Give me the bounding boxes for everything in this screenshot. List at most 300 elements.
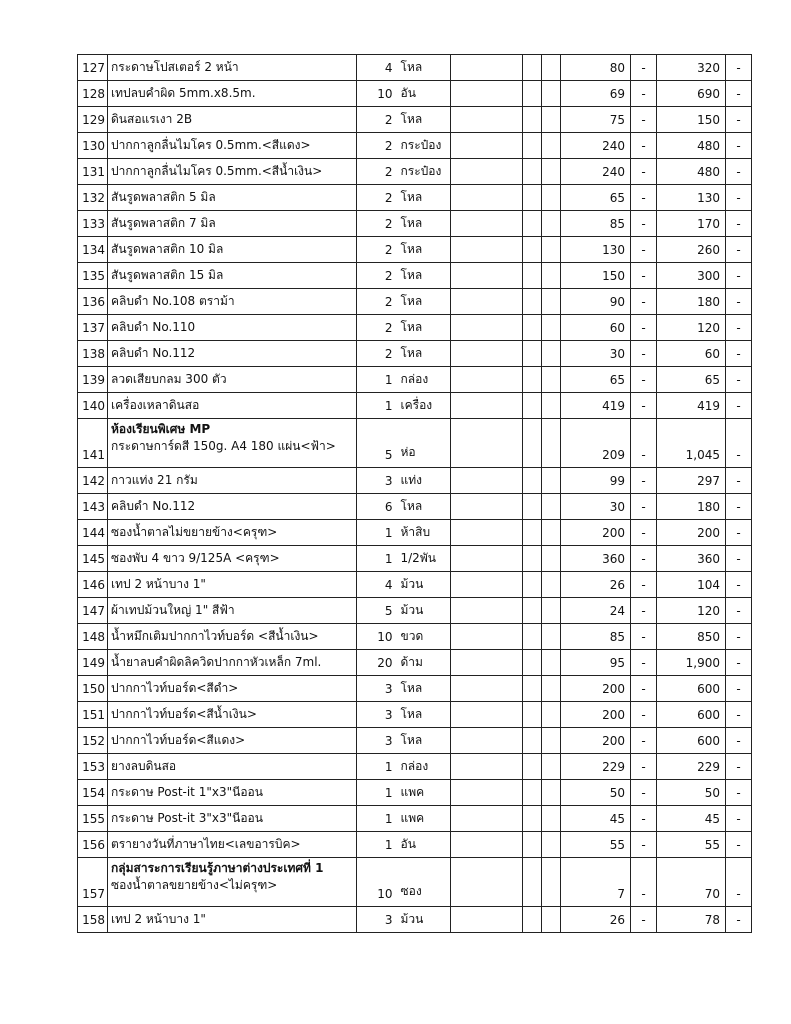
blank-cell — [523, 494, 542, 520]
quantity-cell: 1 — [357, 832, 397, 858]
description-cell: คลิบดำ No.112 — [108, 341, 357, 367]
quantity-cell: 10 — [357, 858, 397, 907]
total-cell: 1,045 — [657, 419, 726, 468]
total-satang-cell: - — [726, 832, 752, 858]
quantity-cell: 3 — [357, 907, 397, 933]
table-row — [78, 263, 752, 289]
total-satang-cell: - — [726, 546, 752, 572]
total-cell: 297 — [657, 468, 726, 494]
description-cell: ปากกาลูกลื่นไมโคร 0.5mm.<สีน้ำเงิน> — [108, 159, 357, 185]
table-row — [78, 107, 752, 133]
blank-cell — [542, 780, 561, 806]
total-cell: 60 — [657, 341, 726, 367]
total-cell: 55 — [657, 832, 726, 858]
blank-cell — [542, 650, 561, 676]
total-cell: 200 — [657, 520, 726, 546]
table-row — [78, 624, 752, 650]
blank-cell — [542, 367, 561, 393]
table-row — [78, 754, 752, 780]
quantity-cell: 10 — [357, 624, 397, 650]
quantity-cell: 2 — [357, 237, 397, 263]
blank-cell — [523, 858, 542, 907]
quantity-cell: 1 — [357, 546, 397, 572]
blank-cell — [451, 468, 523, 494]
blank-cell — [523, 315, 542, 341]
unit-cell: โหล — [397, 728, 451, 754]
unit-cell: ขวด — [397, 624, 451, 650]
unit-price-cell: 229 — [561, 754, 631, 780]
table-row — [78, 185, 752, 211]
blank-cell — [451, 185, 523, 211]
table-row — [78, 468, 752, 494]
unit-price-satang-cell: - — [631, 185, 657, 211]
total-cell: 104 — [657, 572, 726, 598]
blank-cell — [523, 393, 542, 419]
total-cell: 150 — [657, 107, 726, 133]
blank-cell — [542, 133, 561, 159]
description-cell: ตรายางวันที่ภาษาไทย<เลขอารบิค> — [108, 832, 357, 858]
blank-cell — [523, 806, 542, 832]
blank-cell — [451, 159, 523, 185]
blank-cell — [542, 728, 561, 754]
description-cell: เทปลบคำผิด 5mm.x8.5m. — [108, 81, 357, 107]
total-cell: 170 — [657, 211, 726, 237]
total-satang-cell: - — [726, 289, 752, 315]
quantity-cell: 5 — [357, 598, 397, 624]
section-heading: ห้องเรียนพิเศษ MP — [111, 422, 211, 436]
item-number-cell: 156 — [78, 832, 108, 858]
table-row — [78, 367, 752, 393]
blank-cell — [451, 624, 523, 650]
description-cell: เครื่องเหลาดินสอ — [108, 393, 357, 419]
description-cell — [108, 419, 357, 468]
blank-cell — [523, 419, 542, 468]
unit-cell: โหล — [397, 237, 451, 263]
blank-cell — [523, 185, 542, 211]
table-row — [78, 341, 752, 367]
description-cell — [108, 858, 357, 907]
total-satang-cell: - — [726, 676, 752, 702]
unit-price-satang-cell: - — [631, 907, 657, 933]
table-row — [78, 419, 752, 468]
description-cell: ลวดเสียบกลม 300 ตัว — [108, 367, 357, 393]
blank-cell — [542, 494, 561, 520]
item-number-cell: 158 — [78, 907, 108, 933]
quantity-cell: 5 — [357, 419, 397, 468]
total-cell: 180 — [657, 494, 726, 520]
quantity-cell: 2 — [357, 211, 397, 237]
unit-cell: อัน — [397, 81, 451, 107]
description-cell: ปากกาลูกลื่นไมโคร 0.5mm.<สีแดง> — [108, 133, 357, 159]
description-cell: ปากกาไวท์บอร์ด<สีแดง> — [108, 728, 357, 754]
blank-cell — [542, 832, 561, 858]
total-satang-cell: - — [726, 907, 752, 933]
unit-cell: แพค — [397, 806, 451, 832]
unit-cell: อัน — [397, 832, 451, 858]
blank-cell — [523, 133, 542, 159]
description-cell: กระดาษ Post-it 1"x3"นีออน — [108, 780, 357, 806]
description-cell: คลิบดำ No.112 — [108, 494, 357, 520]
blank-cell — [523, 81, 542, 107]
total-satang-cell: - — [726, 367, 752, 393]
quantity-cell: 1 — [357, 754, 397, 780]
blank-cell — [451, 676, 523, 702]
unit-price-cell: 7 — [561, 858, 631, 907]
blank-cell — [523, 211, 542, 237]
blank-cell — [451, 315, 523, 341]
item-number-cell: 150 — [78, 676, 108, 702]
item-number-cell: 138 — [78, 341, 108, 367]
unit-price-cell: 30 — [561, 494, 631, 520]
quantity-cell: 10 — [357, 81, 397, 107]
unit-price-satang-cell: - — [631, 107, 657, 133]
unit-price-satang-cell: - — [631, 341, 657, 367]
total-satang-cell: - — [726, 159, 752, 185]
total-satang-cell: - — [726, 81, 752, 107]
quantity-cell: 3 — [357, 702, 397, 728]
unit-price-cell: 99 — [561, 468, 631, 494]
blank-cell — [542, 702, 561, 728]
unit-price-satang-cell: - — [631, 81, 657, 107]
table-row — [78, 81, 752, 107]
total-cell: 600 — [657, 676, 726, 702]
total-cell: 45 — [657, 806, 726, 832]
unit-price-cell: 200 — [561, 520, 631, 546]
unit-price-satang-cell: - — [631, 754, 657, 780]
blank-cell — [451, 520, 523, 546]
unit-price-satang-cell: - — [631, 702, 657, 728]
blank-cell — [523, 676, 542, 702]
unit-price-cell: 130 — [561, 237, 631, 263]
blank-cell — [542, 624, 561, 650]
description-cell: ดินสอแรเงา 2B — [108, 107, 357, 133]
unit-price-satang-cell: - — [631, 728, 657, 754]
total-cell: 120 — [657, 315, 726, 341]
table-row — [78, 728, 752, 754]
blank-cell — [451, 572, 523, 598]
blank-cell — [451, 341, 523, 367]
blank-cell — [542, 263, 561, 289]
table-row — [78, 650, 752, 676]
description-cell: ผ้าเทปม้วนใหญ่ 1" สีฟ้า — [108, 598, 357, 624]
table-row — [78, 520, 752, 546]
table-row — [78, 237, 752, 263]
unit-price-cell: 45 — [561, 806, 631, 832]
blank-cell — [523, 520, 542, 546]
blank-cell — [542, 341, 561, 367]
item-number-cell: 128 — [78, 81, 108, 107]
blank-cell — [451, 907, 523, 933]
unit-price-satang-cell: - — [631, 159, 657, 185]
blank-cell — [451, 494, 523, 520]
total-cell: 120 — [657, 598, 726, 624]
total-satang-cell: - — [726, 107, 752, 133]
quantity-cell: 4 — [357, 55, 397, 81]
item-number-cell: 157 — [78, 858, 108, 907]
blank-cell — [523, 650, 542, 676]
unit-cell: ม้วน — [397, 598, 451, 624]
item-number-cell: 132 — [78, 185, 108, 211]
unit-price-satang-cell: - — [631, 315, 657, 341]
table-row — [78, 598, 752, 624]
unit-price-satang-cell: - — [631, 520, 657, 546]
unit-cell: โหล — [397, 494, 451, 520]
unit-cell: 1/2พัน — [397, 546, 451, 572]
quantity-cell: 3 — [357, 676, 397, 702]
blank-cell — [451, 107, 523, 133]
unit-price-cell: 80 — [561, 55, 631, 81]
item-number-cell: 131 — [78, 159, 108, 185]
quantity-cell: 2 — [357, 315, 397, 341]
item-number-cell: 133 — [78, 211, 108, 237]
description-cell: กระดาษโปสเตอร์ 2 หน้า — [108, 55, 357, 81]
unit-price-satang-cell: - — [631, 133, 657, 159]
blank-cell — [523, 55, 542, 81]
blank-cell — [542, 289, 561, 315]
unit-cell: กระป๋อง — [397, 133, 451, 159]
table-row — [78, 159, 752, 185]
blank-cell — [451, 211, 523, 237]
table-body — [78, 55, 752, 933]
unit-price-cell: 200 — [561, 728, 631, 754]
blank-cell — [451, 237, 523, 263]
blank-cell — [542, 159, 561, 185]
total-satang-cell: - — [726, 468, 752, 494]
unit-cell: กล่อง — [397, 754, 451, 780]
unit-price-satang-cell: - — [631, 676, 657, 702]
table-row — [78, 702, 752, 728]
unit-cell: ซอง — [397, 858, 451, 907]
unit-price-satang-cell: - — [631, 237, 657, 263]
total-satang-cell: - — [726, 728, 752, 754]
total-satang-cell: - — [726, 237, 752, 263]
table-row — [78, 546, 752, 572]
unit-price-satang-cell: - — [631, 367, 657, 393]
blank-cell — [542, 520, 561, 546]
total-cell: 1,900 — [657, 650, 726, 676]
blank-cell — [451, 133, 523, 159]
blank-cell — [451, 650, 523, 676]
total-cell: 690 — [657, 81, 726, 107]
description-cell: ซองพับ 4 ขาว 9/125A <ครุฑ> — [108, 546, 357, 572]
unit-cell: เครื่อง — [397, 393, 451, 419]
table-row — [78, 858, 752, 907]
unit-cell: ด้าม — [397, 650, 451, 676]
quantity-cell: 1 — [357, 806, 397, 832]
unit-cell: กล่อง — [397, 367, 451, 393]
item-number-cell: 140 — [78, 393, 108, 419]
unit-price-satang-cell: - — [631, 650, 657, 676]
blank-cell — [523, 728, 542, 754]
item-number-cell: 136 — [78, 289, 108, 315]
item-number-cell: 142 — [78, 468, 108, 494]
total-cell: 260 — [657, 237, 726, 263]
blank-cell — [542, 211, 561, 237]
description-cell: ปากกาไวท์บอร์ด<สีดำ> — [108, 676, 357, 702]
total-cell: 850 — [657, 624, 726, 650]
item-number-cell: 145 — [78, 546, 108, 572]
blank-cell — [451, 263, 523, 289]
blank-cell — [451, 393, 523, 419]
unit-price-cell: 95 — [561, 650, 631, 676]
unit-price-cell: 26 — [561, 572, 631, 598]
description-cell: กาวแท่ง 21 กรัม — [108, 468, 357, 494]
unit-cell: โหล — [397, 289, 451, 315]
quantity-cell: 3 — [357, 468, 397, 494]
blank-cell — [542, 754, 561, 780]
unit-price-cell: 200 — [561, 702, 631, 728]
blank-cell — [523, 289, 542, 315]
item-number-cell: 149 — [78, 650, 108, 676]
unit-price-satang-cell: - — [631, 598, 657, 624]
blank-cell — [542, 81, 561, 107]
total-cell: 419 — [657, 393, 726, 419]
total-cell: 300 — [657, 263, 726, 289]
table-row — [78, 133, 752, 159]
unit-price-satang-cell: - — [631, 780, 657, 806]
quantity-cell: 1 — [357, 780, 397, 806]
item-number-cell: 130 — [78, 133, 108, 159]
total-satang-cell: - — [726, 754, 752, 780]
unit-price-satang-cell: - — [631, 263, 657, 289]
blank-cell — [523, 702, 542, 728]
item-number-cell: 143 — [78, 494, 108, 520]
quantity-cell: 2 — [357, 133, 397, 159]
description-cell: เทป 2 หน้าบาง 1" — [108, 907, 357, 933]
quantity-cell: 2 — [357, 263, 397, 289]
blank-cell — [542, 676, 561, 702]
unit-cell: โหล — [397, 263, 451, 289]
blank-cell — [451, 598, 523, 624]
table-row — [78, 211, 752, 237]
unit-price-satang-cell: - — [631, 55, 657, 81]
unit-price-cell: 55 — [561, 832, 631, 858]
table-row — [78, 676, 752, 702]
item-number-cell: 135 — [78, 263, 108, 289]
total-satang-cell: - — [726, 702, 752, 728]
blank-cell — [542, 598, 561, 624]
blank-cell — [451, 81, 523, 107]
item-number-cell: 137 — [78, 315, 108, 341]
unit-cell: ม้วน — [397, 907, 451, 933]
item-description: ซองน้ำตาลขยายข้าง<ไม่ครุฑ> — [111, 878, 278, 892]
total-satang-cell: - — [726, 650, 752, 676]
unit-price-cell: 419 — [561, 393, 631, 419]
unit-cell: โหล — [397, 702, 451, 728]
blank-cell — [451, 419, 523, 468]
table-row — [78, 907, 752, 933]
blank-cell — [523, 754, 542, 780]
blank-cell — [523, 107, 542, 133]
unit-price-satang-cell: - — [631, 419, 657, 468]
blank-cell — [451, 367, 523, 393]
unit-cell: กระป๋อง — [397, 159, 451, 185]
blank-cell — [542, 315, 561, 341]
blank-cell — [523, 546, 542, 572]
blank-cell — [451, 289, 523, 315]
unit-cell: โหล — [397, 676, 451, 702]
item-number-cell: 155 — [78, 806, 108, 832]
unit-price-cell: 240 — [561, 133, 631, 159]
unit-price-satang-cell: - — [631, 468, 657, 494]
table-row — [78, 289, 752, 315]
description-cell: คลิบดำ No.108 ตราม้า — [108, 289, 357, 315]
table-row — [78, 494, 752, 520]
unit-price-satang-cell: - — [631, 546, 657, 572]
blank-cell — [523, 159, 542, 185]
quantity-cell: 1 — [357, 393, 397, 419]
unit-price-satang-cell: - — [631, 289, 657, 315]
description-cell: สันรูดพลาสติก 15 มิล — [108, 263, 357, 289]
unit-price-satang-cell: - — [631, 494, 657, 520]
item-number-cell: 141 — [78, 419, 108, 468]
unit-price-satang-cell: - — [631, 858, 657, 907]
unit-cell: โหล — [397, 341, 451, 367]
total-cell: 78 — [657, 907, 726, 933]
description-cell: สันรูดพลาสติก 10 มิล — [108, 237, 357, 263]
item-number-cell: 139 — [78, 367, 108, 393]
blank-cell — [523, 341, 542, 367]
total-satang-cell: - — [726, 341, 752, 367]
blank-cell — [451, 754, 523, 780]
total-satang-cell: - — [726, 185, 752, 211]
item-number-cell: 154 — [78, 780, 108, 806]
total-satang-cell: - — [726, 393, 752, 419]
unit-price-satang-cell: - — [631, 832, 657, 858]
total-satang-cell: - — [726, 315, 752, 341]
total-cell: 65 — [657, 367, 726, 393]
quantity-cell: 2 — [357, 289, 397, 315]
blank-cell — [523, 263, 542, 289]
total-satang-cell: - — [726, 419, 752, 468]
blank-cell — [451, 858, 523, 907]
table-row — [78, 393, 752, 419]
blank-cell — [542, 806, 561, 832]
blank-cell — [542, 107, 561, 133]
total-satang-cell: - — [726, 133, 752, 159]
item-number-cell: 129 — [78, 107, 108, 133]
unit-price-satang-cell: - — [631, 211, 657, 237]
blank-cell — [523, 832, 542, 858]
description-cell: น้ำยาลบคำผิดลิควิดปากกาหัวเหล็ก 7ml. — [108, 650, 357, 676]
blank-cell — [542, 907, 561, 933]
unit-price-cell: 60 — [561, 315, 631, 341]
quantity-cell: 4 — [357, 572, 397, 598]
item-number-cell: 153 — [78, 754, 108, 780]
description-cell: สันรูดพลาสติก 5 มิล — [108, 185, 357, 211]
item-number-cell: 134 — [78, 237, 108, 263]
description-cell: คลิบดำ No.110 — [108, 315, 357, 341]
description-cell: สันรูดพลาสติก 7 มิล — [108, 211, 357, 237]
total-satang-cell: - — [726, 572, 752, 598]
blank-cell — [542, 468, 561, 494]
total-satang-cell: - — [726, 211, 752, 237]
unit-price-cell: 360 — [561, 546, 631, 572]
total-cell: 480 — [657, 159, 726, 185]
unit-price-cell: 65 — [561, 367, 631, 393]
blank-cell — [542, 185, 561, 211]
total-satang-cell: - — [726, 55, 752, 81]
unit-price-cell: 65 — [561, 185, 631, 211]
quantity-cell: 2 — [357, 341, 397, 367]
total-cell: 360 — [657, 546, 726, 572]
total-cell: 600 — [657, 728, 726, 754]
item-number-cell: 152 — [78, 728, 108, 754]
item-number-cell: 127 — [78, 55, 108, 81]
item-description: กระดาษการ์ดสี 150g. A4 180 แผ่น<ฟ้า> — [111, 439, 336, 453]
table-row — [78, 315, 752, 341]
unit-price-cell: 240 — [561, 159, 631, 185]
